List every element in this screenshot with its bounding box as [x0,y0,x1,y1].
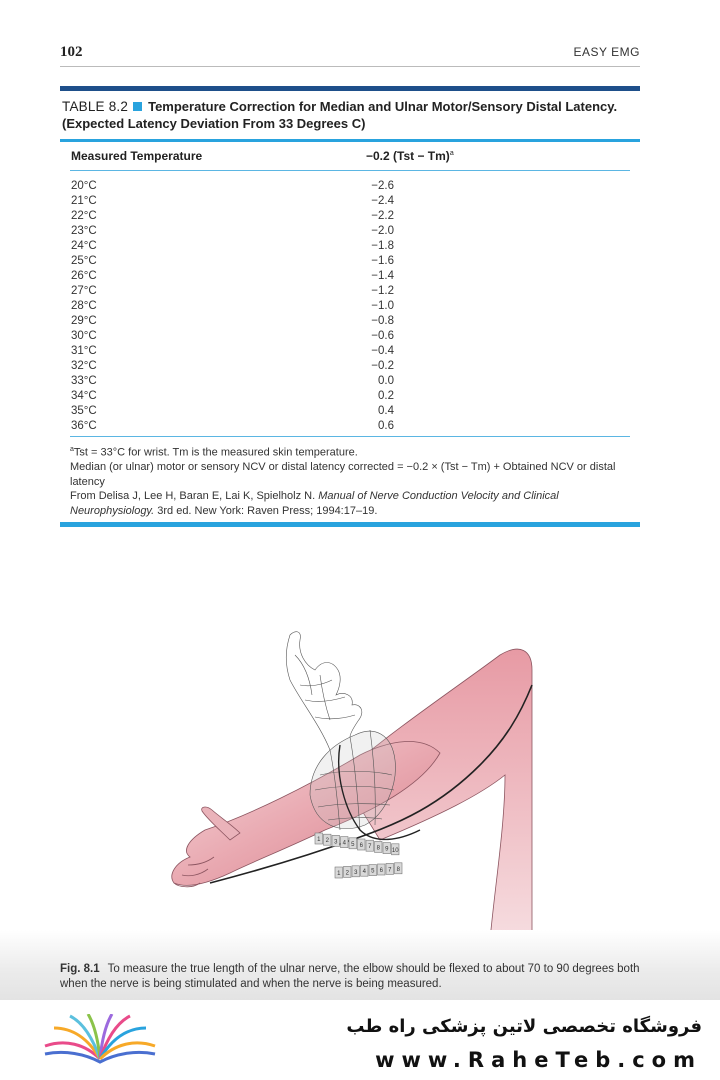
table-row [70,358,630,373]
cell-correction [366,345,446,357]
column-header-correction [366,149,566,163]
cell-correction [366,315,446,327]
ruler-lower-number: 2 [345,870,349,877]
table-label: TABLE 8.2 [62,99,129,114]
ruler-lower-number: 3 [354,869,358,876]
table-row [70,373,630,388]
cell-temperature: 29°C [71,314,97,327]
cell-temperature: 35°C [71,404,97,417]
cell-correction [366,330,446,342]
table-title-line2: (Expected Latency Deviation From 33 Degrees C) [62,116,366,131]
cell-temperature: 30°C [71,329,97,342]
cell-correction-value: −0.4 [371,344,394,357]
cell-temperature: 27°C [71,284,97,297]
cell-temperature: 28°C [71,299,97,312]
watermark-banner [0,1000,720,1080]
ruler-upper-number: 8 [376,845,380,852]
cell-temperature: 20°C [71,179,97,192]
table-footnotes [60,437,640,522]
cell-correction-value: 0.6 [378,419,394,432]
cell-correction-value: −2.2 [371,209,394,222]
ruler-lower-number: 4 [362,869,366,876]
column-header-correction-text: −0.2 (Tst − Tm) [366,149,450,163]
cell-temperature: 22°C [71,209,97,222]
footnote-1 [70,443,630,460]
cell-temperature: 31°C [71,344,97,357]
cell-correction-value: −1.0 [371,299,394,312]
table-row [70,343,630,358]
ruler-lower-number: 7 [388,867,392,874]
cell-correction-value: 0.4 [378,404,394,417]
table-row [70,268,630,283]
cell-correction [366,195,446,207]
column-header-temperature: Measured Temperature [71,149,203,163]
cell-correction-value: −0.8 [371,314,394,327]
table-row [70,313,630,328]
cell-correction [366,255,446,267]
cell-correction-value: −0.6 [371,329,394,342]
cell-temperature: 25°C [71,254,97,267]
cell-correction [366,420,446,432]
cell-correction-value: −1.2 [371,284,394,297]
table-row [70,283,630,298]
cell-temperature: 36°C [71,419,97,432]
footnote-2: Median (or ulnar) motor or sensory NCV or distal latency corrected = −0.2 × (Tst − Tm) + Obtained NCV or distal latency [70,461,616,488]
ruler-lower-number: 5 [371,868,375,875]
table-row [70,328,630,343]
figure-8-1-illustration [160,625,560,945]
footnote-3-authors: From Delisa J, Lee H, Baran E, Lai K, Spielholz N. [70,490,319,503]
table-body [60,142,640,437]
table-row [70,388,630,403]
ruler-upper-number: 1 [317,837,321,843]
footnote-mark: a [70,446,74,453]
table-row [70,208,630,223]
cell-temperature: 32°C [71,359,97,372]
ruler-lower-number: 6 [379,868,383,874]
cell-correction-value: −2.0 [371,224,394,237]
cell-correction-value: −2.4 [371,194,394,207]
cell-correction [366,375,446,387]
arm-illustration [160,625,560,945]
cell-temperature: 21°C [71,194,97,207]
cell-temperature: 33°C [71,374,97,387]
watermark-url: www.RaheTeb.com [375,1048,702,1072]
column-header-footnote-mark: a [449,150,454,157]
ruler-lower [335,863,402,878]
figure-label: Fig. 8.1 [60,963,100,975]
ruler-upper-number: 6 [359,843,363,849]
ruler-upper-number: 2 [325,838,329,845]
cell-temperature: 24°C [71,239,97,252]
table-row [70,418,630,433]
table-row [70,403,630,418]
cell-correction [366,300,446,312]
ruler-upper-number: 10 [391,847,399,854]
watermark-persian-text: فروشگاه تخصصی لاتین پزشکی راه طب [346,1016,702,1037]
cell-temperature: 23°C [71,224,97,237]
table-rows [70,171,630,437]
cell-correction [366,225,446,237]
cell-temperature: 34°C [71,389,97,402]
cell-correction [366,240,446,252]
table-bottom-bar [60,522,640,527]
cell-correction [366,360,446,372]
cell-temperature: 26°C [71,269,97,282]
footnote-3 [70,489,630,518]
cell-correction [366,180,446,192]
table-caption [60,91,640,139]
cell-correction-value: −0.2 [371,359,394,372]
cell-correction [366,285,446,297]
cell-correction [366,270,446,282]
ruler-upper-number: 4 [342,840,346,847]
ruler-upper-number: 3 [334,839,338,846]
running-head: EASY EMG [573,45,640,59]
table-row [70,223,630,238]
page-number: 102 [60,44,83,60]
cell-correction [366,390,446,402]
table-header-row [70,142,630,171]
table-row [70,253,630,268]
ruler-upper-number: 7 [368,844,372,851]
cell-correction-value: −1.8 [371,239,394,252]
footnote-1-text: Tst = 33°C for wrist. Tm is the measured skin temperature. [73,446,358,459]
header-rule [60,66,640,67]
square-bullet-icon [133,102,142,111]
footnote-3-publisher: 3rd ed. New York: Raven Press; 1994:17–19. [154,504,378,517]
ruler-lower-number: 1 [337,871,341,877]
cell-correction-value: −1.6 [371,254,394,267]
cell-correction [366,210,446,222]
cell-correction-value: 0.0 [378,374,394,387]
cell-correction [366,405,446,417]
table-8-2 [60,86,640,527]
page-header [60,44,640,62]
table-row [70,298,630,313]
cell-correction-value: 0.2 [378,389,394,402]
ruler-upper-number: 9 [385,846,389,853]
figure-caption [60,962,645,991]
ruler-upper-number: 5 [351,841,355,848]
footnote-3-book-title: Manual of Nerve Conduction Velocity and Clinical Neurophysiology. [70,490,559,517]
table-row [70,178,630,193]
table-row [70,238,630,253]
cell-correction-value: −1.4 [371,269,394,282]
table-row [70,193,630,208]
book-logo-icon [40,1014,160,1066]
cell-correction-value: −2.6 [371,179,394,192]
ruler-lower-number: 8 [396,866,400,873]
table-title-line1: Temperature Correction for Median and Ulnar Motor/Sensory Distal Latency. [148,99,618,114]
figure-caption-text: To measure the true length of the ulnar nerve, the elbow should be flexed to about 70 to 90 degrees both when the nerve is being stimulated and when the nerve is being measured. [60,963,640,990]
